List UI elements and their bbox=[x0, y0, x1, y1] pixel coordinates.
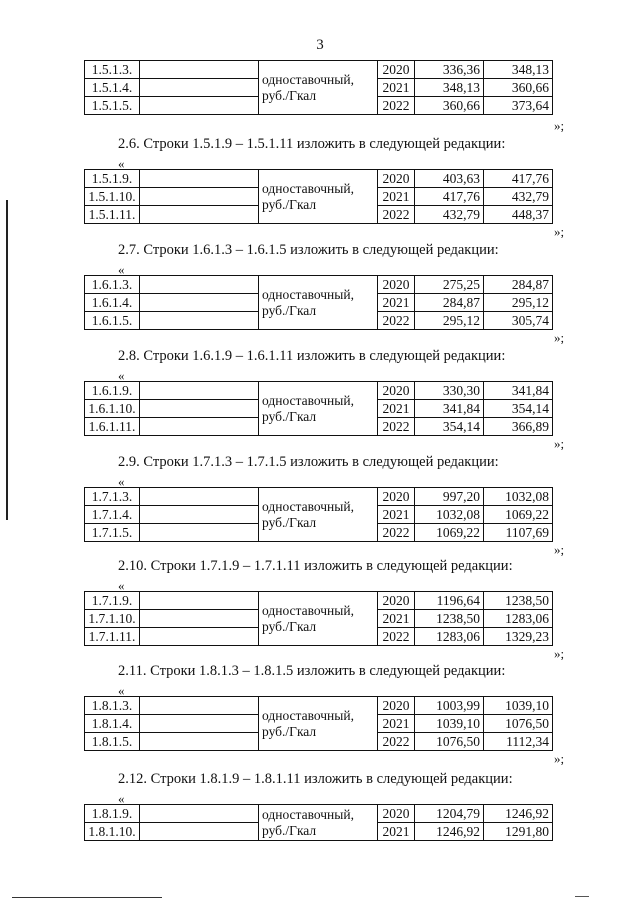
row-code: 1.8.1.4. bbox=[85, 715, 140, 733]
value-first-half: 284,87 bbox=[415, 294, 484, 312]
row-code: 1.5.1.9. bbox=[85, 170, 140, 188]
row-year: 2022 bbox=[378, 97, 415, 115]
row-code: 1.5.1.3. bbox=[85, 61, 140, 79]
row-code: 1.8.1.10. bbox=[85, 823, 140, 841]
value-first-half: 432,79 bbox=[415, 206, 484, 224]
tariff-table bbox=[84, 169, 553, 224]
unit-cell: одноставочный, руб./Гкал bbox=[259, 382, 378, 436]
row-code: 1.7.1.10. bbox=[85, 610, 140, 628]
row-code: 1.5.1.11. bbox=[85, 206, 140, 224]
value-second-half: 295,12 bbox=[484, 294, 553, 312]
value-first-half: 1076,50 bbox=[415, 733, 484, 751]
row-year: 2020 bbox=[378, 697, 415, 715]
value-first-half: 1032,08 bbox=[415, 506, 484, 524]
closing-quote: »; bbox=[554, 436, 565, 451]
row-year: 2021 bbox=[378, 79, 415, 97]
row-code: 1.7.1.3. bbox=[85, 488, 140, 506]
row-code: 1.8.1.9. bbox=[85, 805, 140, 823]
row-code: 1.7.1.5. bbox=[85, 524, 140, 542]
row-year: 2020 bbox=[378, 592, 415, 610]
section-heading: 2.7. Строки 1.6.1.3 – 1.6.1.5 изложить в следующей редакции: bbox=[118, 242, 499, 258]
value-first-half: 295,12 bbox=[415, 312, 484, 330]
blank-cell bbox=[140, 276, 259, 294]
opening-quote: « bbox=[118, 156, 125, 171]
row-code: 1.8.1.5. bbox=[85, 733, 140, 751]
value-first-half: 1204,79 bbox=[415, 805, 484, 823]
value-second-half: 1107,69 bbox=[484, 524, 553, 542]
tariff-table bbox=[84, 381, 553, 436]
section-heading: 2.8. Строки 1.6.1.9 – 1.6.1.11 изложить в следующей редакции: bbox=[118, 348, 506, 364]
margin-mark bbox=[6, 200, 8, 520]
blank-cell bbox=[140, 61, 259, 79]
closing-quote: »; bbox=[554, 751, 565, 766]
opening-quote: « bbox=[118, 791, 125, 806]
value-first-half: 360,66 bbox=[415, 97, 484, 115]
value-first-half: 417,76 bbox=[415, 188, 484, 206]
row-year: 2022 bbox=[378, 733, 415, 751]
value-second-half: 1246,92 bbox=[484, 805, 553, 823]
tariff-table bbox=[84, 487, 553, 542]
tariff-table bbox=[84, 591, 553, 646]
value-second-half: 448,37 bbox=[484, 206, 553, 224]
row-code: 1.6.1.10. bbox=[85, 400, 140, 418]
row-year: 2020 bbox=[378, 488, 415, 506]
table-row bbox=[85, 276, 553, 294]
value-first-half: 341,84 bbox=[415, 400, 484, 418]
value-second-half: 284,87 bbox=[484, 276, 553, 294]
table-row bbox=[85, 61, 553, 79]
value-first-half: 1196,64 bbox=[415, 592, 484, 610]
unit-cell: одноставочный, руб./Гкал bbox=[259, 805, 378, 841]
tariff-table bbox=[84, 275, 553, 330]
value-second-half: 360,66 bbox=[484, 79, 553, 97]
table-row bbox=[85, 382, 553, 400]
value-second-half: 1112,34 bbox=[484, 733, 553, 751]
row-year: 2022 bbox=[378, 628, 415, 646]
row-code: 1.6.1.5. bbox=[85, 312, 140, 330]
blank-cell bbox=[140, 697, 259, 715]
blank-cell bbox=[140, 628, 259, 646]
blank-cell bbox=[140, 400, 259, 418]
blank-cell bbox=[140, 506, 259, 524]
closing-quote: »; bbox=[554, 118, 565, 133]
value-second-half: 366,89 bbox=[484, 418, 553, 436]
value-first-half: 336,36 bbox=[415, 61, 484, 79]
closing-quote: »; bbox=[554, 542, 565, 557]
value-first-half: 997,20 bbox=[415, 488, 484, 506]
blank-cell bbox=[140, 733, 259, 751]
row-year: 2020 bbox=[378, 61, 415, 79]
tariff-table bbox=[84, 804, 553, 841]
row-year: 2021 bbox=[378, 188, 415, 206]
opening-quote: « bbox=[118, 368, 125, 383]
opening-quote: « bbox=[118, 578, 125, 593]
row-code: 1.7.1.9. bbox=[85, 592, 140, 610]
value-second-half: 1291,80 bbox=[484, 823, 553, 841]
blank-cell bbox=[140, 823, 259, 841]
value-second-half: 1238,50 bbox=[484, 592, 553, 610]
blank-cell bbox=[140, 294, 259, 312]
row-code: 1.5.1.10. bbox=[85, 188, 140, 206]
blank-cell bbox=[140, 592, 259, 610]
value-second-half: 1032,08 bbox=[484, 488, 553, 506]
section-heading: 2.12. Строки 1.8.1.9 – 1.8.1.11 изложить в следующей редакции: bbox=[118, 771, 513, 787]
section-heading: 2.6. Строки 1.5.1.9 – 1.5.1.11 изложить в следующей редакции: bbox=[118, 136, 506, 152]
row-code: 1.7.1.11. bbox=[85, 628, 140, 646]
section-heading: 2.9. Строки 1.7.1.3 – 1.7.1.5 изложить в следующей редакции: bbox=[118, 454, 499, 470]
row-year: 2020 bbox=[378, 382, 415, 400]
row-year: 2021 bbox=[378, 823, 415, 841]
blank-cell bbox=[140, 715, 259, 733]
value-first-half: 1003,99 bbox=[415, 697, 484, 715]
value-first-half: 1283,06 bbox=[415, 628, 484, 646]
value-second-half: 1039,10 bbox=[484, 697, 553, 715]
value-second-half: 354,14 bbox=[484, 400, 553, 418]
unit-cell: одноставочный, руб./Гкал bbox=[259, 276, 378, 330]
blank-cell bbox=[140, 170, 259, 188]
row-year: 2020 bbox=[378, 805, 415, 823]
blank-cell bbox=[140, 206, 259, 224]
row-code: 1.7.1.4. bbox=[85, 506, 140, 524]
page-number: 3 bbox=[316, 37, 324, 53]
row-year: 2020 bbox=[378, 276, 415, 294]
blank-cell bbox=[140, 382, 259, 400]
opening-quote: « bbox=[118, 474, 125, 489]
row-year: 2021 bbox=[378, 506, 415, 524]
value-second-half: 373,64 bbox=[484, 97, 553, 115]
row-code: 1.5.1.4. bbox=[85, 79, 140, 97]
unit-cell: одноставочный, руб./Гкал bbox=[259, 488, 378, 542]
value-first-half: 354,14 bbox=[415, 418, 484, 436]
blank-cell bbox=[140, 610, 259, 628]
blank-cell bbox=[140, 805, 259, 823]
blank-cell bbox=[140, 312, 259, 330]
value-second-half: 1069,22 bbox=[484, 506, 553, 524]
value-first-half: 403,63 bbox=[415, 170, 484, 188]
row-code: 1.6.1.9. bbox=[85, 382, 140, 400]
row-year: 2022 bbox=[378, 524, 415, 542]
value-second-half: 1329,23 bbox=[484, 628, 553, 646]
blank-cell bbox=[140, 188, 259, 206]
table-row bbox=[85, 488, 553, 506]
blank-cell bbox=[140, 79, 259, 97]
footer-line bbox=[12, 897, 162, 898]
opening-quote: « bbox=[118, 262, 125, 277]
row-code: 1.6.1.4. bbox=[85, 294, 140, 312]
value-second-half: 432,79 bbox=[484, 188, 553, 206]
row-year: 2021 bbox=[378, 400, 415, 418]
row-year: 2020 bbox=[378, 170, 415, 188]
row-code: 1.5.1.5. bbox=[85, 97, 140, 115]
blank-cell bbox=[140, 524, 259, 542]
closing-quote: »; bbox=[554, 330, 565, 345]
row-year: 2022 bbox=[378, 312, 415, 330]
unit-cell: одноставочный, руб./Гкал bbox=[259, 61, 378, 115]
value-first-half: 275,25 bbox=[415, 276, 484, 294]
row-year: 2022 bbox=[378, 206, 415, 224]
footer-tick bbox=[575, 896, 589, 897]
value-first-half: 1246,92 bbox=[415, 823, 484, 841]
value-second-half: 417,76 bbox=[484, 170, 553, 188]
row-year: 2022 bbox=[378, 418, 415, 436]
value-first-half: 348,13 bbox=[415, 79, 484, 97]
unit-cell: одноставочный, руб./Гкал bbox=[259, 170, 378, 224]
row-code: 1.6.1.11. bbox=[85, 418, 140, 436]
value-second-half: 341,84 bbox=[484, 382, 553, 400]
row-code: 1.6.1.3. bbox=[85, 276, 140, 294]
value-first-half: 1069,22 bbox=[415, 524, 484, 542]
tariff-table bbox=[84, 696, 553, 751]
row-year: 2021 bbox=[378, 294, 415, 312]
blank-cell bbox=[140, 488, 259, 506]
value-second-half: 1283,06 bbox=[484, 610, 553, 628]
unit-cell: одноставочный, руб./Гкал bbox=[259, 592, 378, 646]
unit-cell: одноставочный, руб./Гкал bbox=[259, 697, 378, 751]
value-first-half: 1238,50 bbox=[415, 610, 484, 628]
value-second-half: 1076,50 bbox=[484, 715, 553, 733]
table-row bbox=[85, 805, 553, 823]
value-first-half: 1039,10 bbox=[415, 715, 484, 733]
table-row bbox=[85, 592, 553, 610]
table-row bbox=[85, 697, 553, 715]
row-code: 1.8.1.3. bbox=[85, 697, 140, 715]
blank-cell bbox=[140, 418, 259, 436]
closing-quote: »; bbox=[554, 224, 565, 239]
row-year: 2021 bbox=[378, 715, 415, 733]
blank-cell bbox=[140, 97, 259, 115]
section-heading: 2.10. Строки 1.7.1.9 – 1.7.1.11 изложить в следующей редакции: bbox=[118, 558, 513, 574]
tariff-table-continued bbox=[84, 60, 553, 115]
table-row bbox=[85, 170, 553, 188]
closing-quote: »; bbox=[554, 646, 565, 661]
value-first-half: 330,30 bbox=[415, 382, 484, 400]
value-second-half: 348,13 bbox=[484, 61, 553, 79]
opening-quote: « bbox=[118, 683, 125, 698]
section-heading: 2.11. Строки 1.8.1.3 – 1.8.1.5 изложить в следующей редакции: bbox=[118, 663, 506, 679]
row-year: 2021 bbox=[378, 610, 415, 628]
value-second-half: 305,74 bbox=[484, 312, 553, 330]
